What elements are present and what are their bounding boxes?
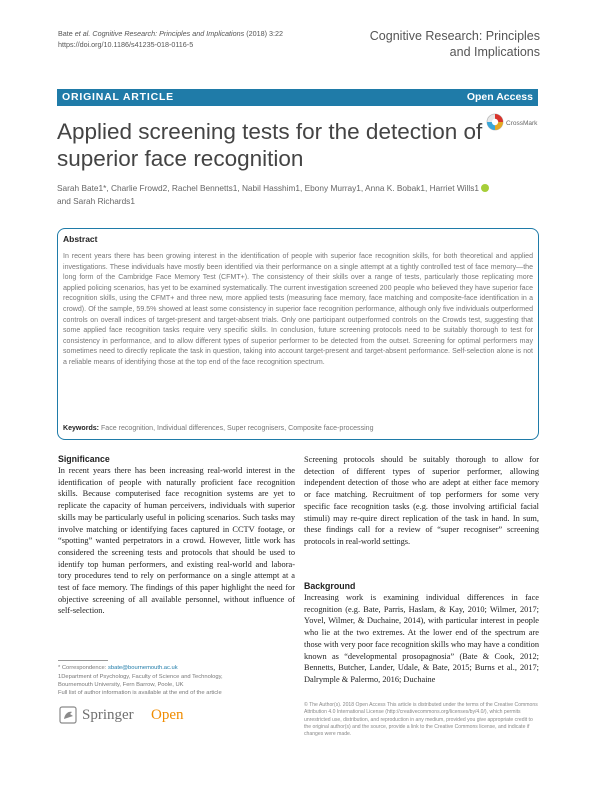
crossmark-badge[interactable]	[486, 112, 542, 134]
citation-year: (2018) 3:22	[246, 29, 283, 38]
correspondence	[58, 664, 295, 672]
article-title: Applied screening tests for the detection of superior face recognition	[57, 119, 483, 171]
springer-wordmark: Springer	[82, 707, 134, 723]
orcid-icon[interactable]	[481, 184, 489, 192]
citation-authors: Bate	[58, 29, 73, 38]
license-text: © The Author(s). 2018 Open Access This article is distributed under the terms of the Creative Commons Attribution 4.0 International License (http://creativecommons.org/licenses/by/4.0/), which permits unrestricted use, distribution, and reproduction in any medium, provided you give appropriate credit to the original author(s) and the source, provide a link to the Creative Commons license, and indicate if changes were made.	[304, 702, 538, 738]
journal-title-line2: and Implications	[449, 45, 540, 59]
keywords-label: Keywords:	[63, 425, 100, 432]
significance-text-continued: Screening protocols should be suitably thorough to allow for detection of different types of superior performer, allowing independent detection of those who are adept at either face memory or face matching. Recruitment of top performers for some very specific face recognition tasks (e.g. those involving artificial facial stimuli) may re-quire direct replication of the task in hand. In sum, these findings call for a review of “super recogniser” screening protocols in real-world settings.	[304, 455, 539, 546]
article-type-label: ORIGINAL ARTICLE	[62, 91, 174, 103]
footnote-divider	[58, 660, 108, 661]
abstract-heading: Abstract	[63, 234, 98, 244]
journal-title-line1: Cognitive Research: Principles	[369, 29, 540, 43]
open-access-label: Open Access	[466, 91, 533, 103]
springer-open-wordmark: Open	[151, 707, 184, 723]
author-line-2: and Sarah Richards1	[57, 196, 135, 206]
affiliation-line-2: Bournemouth University, Fern Barrow, Poole, UK	[58, 682, 184, 688]
keywords-list: Face recognition, Individual differences, Super recognisers, Composite face-processing	[101, 425, 374, 432]
crossmark-label: CrossMark	[506, 120, 538, 127]
author-info-note: Full list of author information is available at the end of the article	[58, 690, 222, 696]
author-list	[57, 182, 542, 208]
background-heading: Background	[304, 581, 356, 591]
abstract-text: In recent years there has been growing interest in the identification of people with superior face recognition skills, for both theoretical and applied investigations. These individuals have mostly been identified via their performance on a single attempt at a tightly controlled test of face memory—the long form of the Cambridge Face Memory Test (CFMT+). The consistency of their skills over a range of tests, particularly those replicating more applied policing scenarios, has yet to be examined systematically. The current investigation screened 200 people who believed they have superior face recognition skills, using the CFMT+ and three new, more applied tests (measuring face memory, face matching and composite-face identification in a crowd). Of the sample, 59.5% showed at least some consistency in superior face recognition performance, although only five individuals outperformed controls on overall indices of target-present and target-absent trials. Only one participant outperformed controls on the Crowds test, suggesting that some applied face recognition tasks require very specific skills. In conclusion, future screening protocols need to be suitably thorough to test for consistency in performance, and to allow different types of superior performer to be detected from the outset. Screening for optimal performers may sometimes need to directly replicate the task in question, taking into account target-present and target-absent performance. Self-selection alone is not a reliable means of identifying those at the top end of the face recognition spectrum.	[63, 253, 533, 366]
significance-heading: Significance	[58, 454, 110, 464]
crossmark-icon	[486, 112, 542, 134]
background-text: Increasing work is examining individual differences in face recognition (e.g. Bate, Parris, Haslam, & Kay, 2010; Wilmer, 2017; Yovel, Wilmer, & Duchaine, 2014), with particular interest in people who lie at the two extremes. At the lower end of the spectrum are those with very poor face recognition skills who may have a condition known as “developmental prosopagnosia” (Bate & Cook, 2012; Bennetts, Butcher, Lander, Udale, & Bate, 2015; Burns et al., 2017; Dalrymple & Palermo, 2016; Duchaine	[304, 593, 539, 684]
correspondence-email[interactable]: sbate@bournemouth.ac.uk	[107, 665, 178, 671]
affiliation-line-1: 1Department of Psychology, Faculty of Science and Technology,	[58, 674, 223, 680]
citation-header	[58, 29, 338, 50]
doi-link[interactable]: https://doi.org/10.1186/s41235-018-0116-5	[58, 39, 194, 49]
citation-journal: et al. Cognitive Research: Principles and Implications	[74, 29, 245, 38]
springer-horse-icon	[58, 704, 82, 728]
significance-text: In recent years there has been increasing real-world interest in the identification of people with naturally proficient face recognition skills. Because computerised face recognition systems are yet to replicate the capacity of human perceivers, individuals with superior skills may be particularly useful in policing scenarios. Such tasks may involve matching or identifying faces captured in CCTV footage, or “spotting” wanted perpetrators in a crowd. However, little work has considered the screening tests and protocols that should be used to identify top human performers, and existing real-world and labora-tory procedures tend to rely on performance on a single attempt at a test of face memory. The findings of this paper highlight the need for objective screening of all available personnel, without influence of self-selection.	[58, 466, 295, 616]
author-line-1: Sarah Bate1*, Charlie Frowd2, Rachel Bennetts1, Nabil Hasshim1, Ebony Murray1, Anna K. Bobak1, Harriet Wills1	[57, 183, 479, 193]
article-type-banner	[57, 89, 538, 106]
keywords	[63, 424, 533, 434]
journal-title	[318, 28, 540, 60]
correspondence-label: * Correspondence:	[58, 665, 107, 671]
